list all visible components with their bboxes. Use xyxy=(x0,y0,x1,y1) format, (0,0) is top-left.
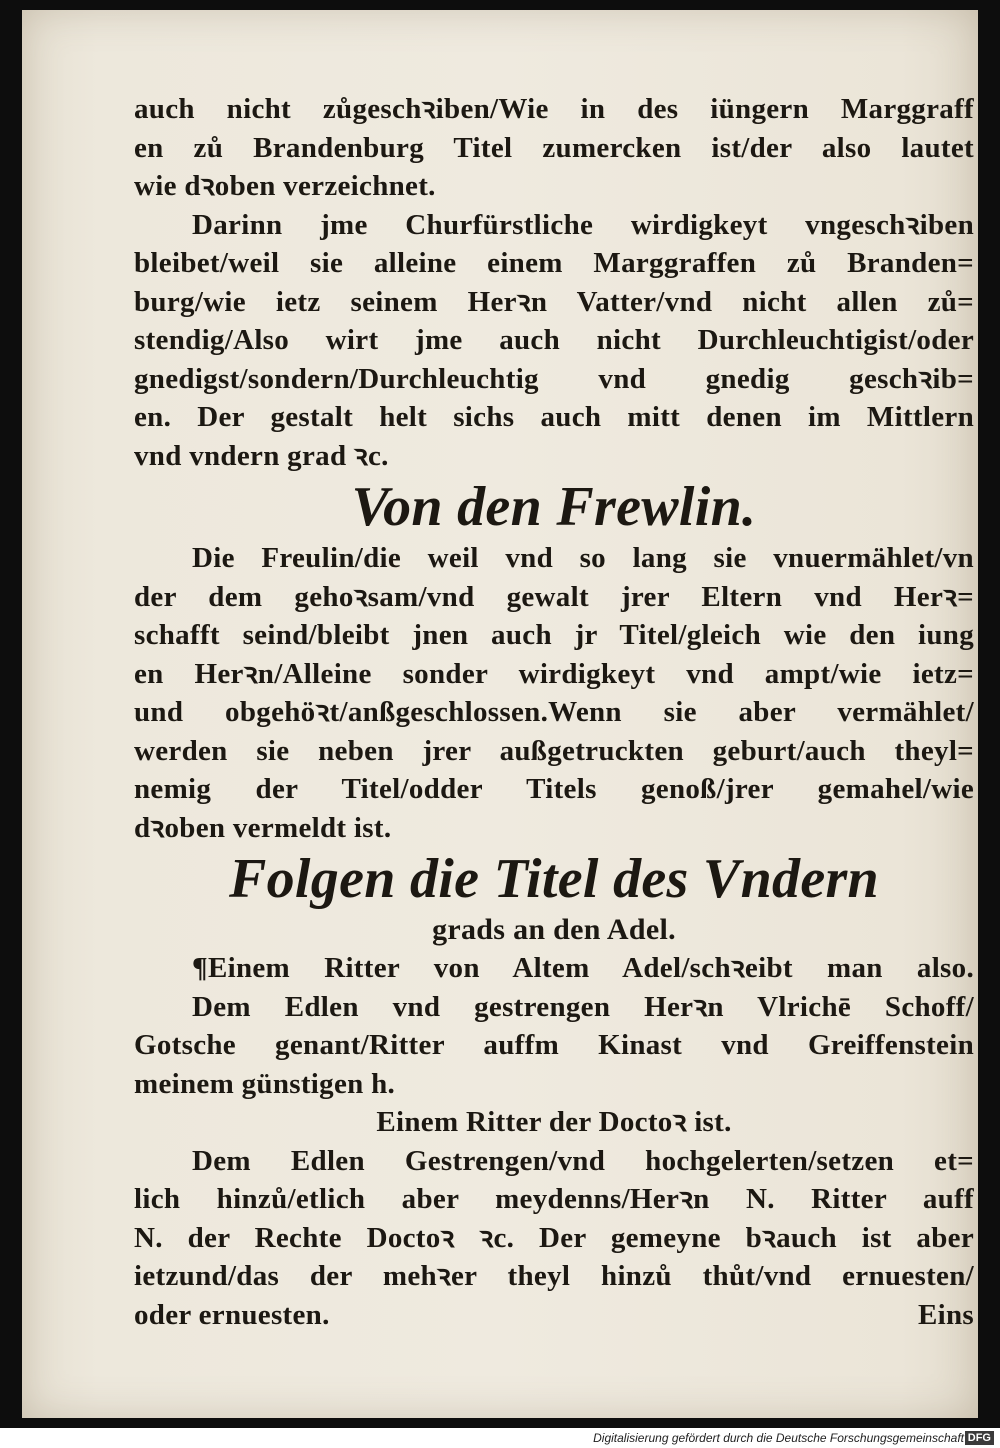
text-line: en zů Brandenburg Titel zumercken ist/der also lautet xyxy=(134,131,974,164)
text-line: wie dꝛoben verzeichnet. xyxy=(134,170,436,202)
text-line: der dem gehoꝛsam/vnd gewalt jrer Eltern vnd Herꝛ= xyxy=(134,580,974,613)
section-heading: Folgen die Titel des Vndern xyxy=(228,848,880,910)
text-line: en. Der gestalt helt sichs auch mitt denen im Mittlern xyxy=(134,401,974,433)
text-line: bleibet/weil sie alleine einem Marggraffen zů Branden= xyxy=(134,247,974,279)
section-heading: Von den Frewlin. xyxy=(351,476,757,538)
subsection-title: Einem Ritter der Doctoꝛ ist. xyxy=(376,1106,732,1138)
text-line: burg/wie ietz seinem Herꝛn Vatter/vnd nicht allen zů= xyxy=(134,285,974,318)
paragraph-1 xyxy=(134,90,974,206)
dfg-logo: DFG xyxy=(965,1431,994,1445)
text-line: schafft seind/bleibt jnen auch jr Titel/gleich wie den iung xyxy=(134,619,974,651)
text-line: und obgehöꝛt/anßgeschlossen.Wenn sie aber vermählet/ xyxy=(134,696,974,728)
text-line: oder ernuesten. xyxy=(134,1298,330,1331)
page-text xyxy=(134,90,974,1334)
text-line: lich hinzů/etlich aber meydenns/Herꝛn N. Ritter auff xyxy=(134,1183,974,1215)
text-line: ¶Einem Ritter von Altem Adel/schꝛeibt man also. xyxy=(192,952,974,984)
text-line: Die Freulin/die weil vnd so lang sie vnuermählet/vn xyxy=(192,542,974,574)
text-line: ietzund/das der mehꝛer theyl hinzů thůt/vnd ernuesten/ xyxy=(134,1260,974,1292)
text-line: Darinn jme Churfürstliche wirdigkeyt vngeschꝛiben xyxy=(192,208,974,241)
paragraph-2 xyxy=(134,206,974,476)
text-line: meinem günstigen h. xyxy=(134,1067,396,1100)
text-line: N. der Rechte Doctoꝛ ꝛc. Der gemeyne bꝛauch ist aber xyxy=(134,1221,974,1254)
text-line: auch nicht zůgeschꝛiben/Wie in des iüngern Marggraff xyxy=(134,93,974,125)
paragraph-3 xyxy=(134,539,974,847)
catchword: Eins xyxy=(917,1298,974,1331)
section-subheading: grads an den Adel. xyxy=(432,913,676,946)
paragraph-4 xyxy=(134,949,974,1103)
text-line: Gotsche genant/Ritter auffm Kinast vnd Greiffenstein xyxy=(134,1029,974,1061)
text-line: Dem Edlen vnd gestrengen Herꝛn Vlrichē Schoff/ xyxy=(192,990,974,1023)
text-line: werden sie neben jrer außgetruckten geburt/auch theyl= xyxy=(134,734,974,767)
text-line: Dem Edlen Gestrengen/vnd hochgelerten/setzen et= xyxy=(192,1144,974,1177)
footer-credit: Digitalisierung gefördert durch die Deutsche Forschungsgemeinschaft xyxy=(593,1431,964,1445)
text-line: nemig der Titel/odder Titels genoß/jrer gemahel/wie xyxy=(134,773,974,805)
text-line: dꝛoben vermeldt ist. xyxy=(134,811,392,844)
text-line: vnd vndern grad ꝛc. xyxy=(134,439,389,472)
text-line: gnedigst/sondern/Durchleuchtig vnd gnedig geschꝛib= xyxy=(134,362,974,395)
text-line: en Herꝛn/Alleine sonder wirdigkeyt vnd ampt/wie ietz= xyxy=(134,657,974,690)
text-line: stendig/Also wirt jme auch nicht Durchleuchtigist/oder xyxy=(134,324,974,356)
footer-bar xyxy=(0,1428,1000,1448)
book-page xyxy=(22,10,978,1418)
